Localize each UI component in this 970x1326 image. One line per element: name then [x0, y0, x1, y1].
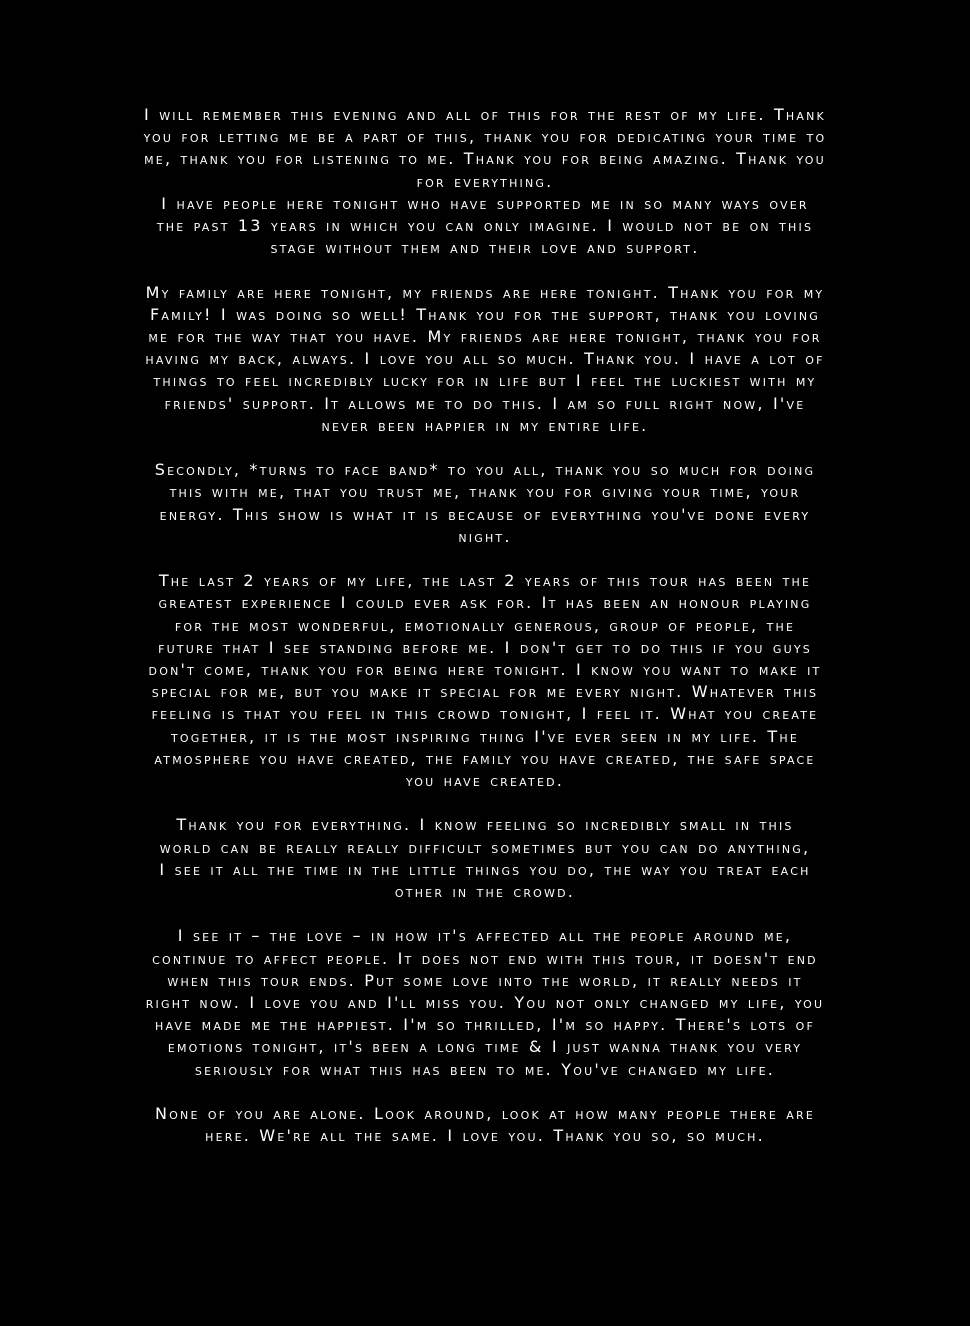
text-line: have made me the happiest. I'm so thrilled, I'm so happy. There's lots of [155, 1015, 815, 1035]
text-line: energy. This show is what it is because of everything you've done every [159, 504, 811, 524]
text-line: continue to affect people. It does not end with this tour, it doesn't end [152, 948, 818, 968]
text-line: I see it – the love – in how it's affected all the people around me, [177, 926, 793, 946]
paragraph-8 [40, 1103, 930, 1147]
paragraph-4 [40, 459, 930, 548]
text-line: for the most wonderful, emotionally generous, group of people, the [174, 615, 796, 635]
text-line: this with me, that you trust me, thank you for giving your time, your [169, 482, 801, 502]
paragraph-5 [40, 570, 930, 792]
text-line: Secondly, *turns to face band* to you all, thank you so much for doing [154, 460, 816, 480]
text-line: together, it is the most inspiring thing I've ever seen in my life. The [171, 726, 799, 746]
text-line: atmosphere you have created, the family you have created, the safe space [154, 748, 816, 768]
paragraph-3 [40, 282, 930, 437]
text-line: Thank you for everything. I know feeling so incredibly small in this [176, 815, 794, 835]
text-line: friends' support. It allows me to do this. I am so full right now, I've [164, 393, 806, 413]
text-line: The last 2 years of my life, the last 2 years of this tour has been the [158, 571, 812, 591]
text-line: right now. I love you and I'll miss you. You not only changed my life, you [145, 993, 825, 1013]
text-line: feeling is that you feel in this crowd tonight, I feel it. What you create [151, 704, 819, 724]
text-line: greatest experience I could ever ask for. It has been an honour playing [158, 593, 812, 613]
text-line: emotions tonight, it's been a long time & I just wanna thank you very [167, 1037, 803, 1057]
text-line: My family are here tonight, my friends are here tonight. Thank you for my [145, 282, 825, 302]
text-line: you for letting me be a part of this, thank you for dedicating your time to [143, 127, 827, 147]
text-line: never been happier in my entire life. [321, 415, 649, 435]
text-line: for everything. [416, 171, 554, 191]
text-line: things to feel incredibly lucky for in life but I feel the luckiest with my [153, 371, 817, 391]
text-line: having my back, always. I love you all so much. Thank you. I have a lot of [145, 349, 825, 369]
text-line: None of you are alone. Look around, look at how many people there are [155, 1104, 815, 1124]
text-line: me for the way that you have. My friends are here tonight, thank you for [148, 327, 822, 347]
text-line: don't come, thank you for being here tonight. I know you want to make it [148, 660, 822, 680]
text-line: me, thank you for listening to me. Thank you for being amazing. Thank you [144, 149, 826, 169]
text-line: Family! I was doing so well! Thank you for the support, thank you loving [149, 304, 821, 324]
text-line: when this tour ends. Put some love into the world, it really needs it [167, 970, 803, 990]
text-line: other in the crowd. [394, 882, 576, 902]
text-line: the past 13 years in which you can only imagine. I would not be on this [156, 216, 814, 236]
text-line: stage without them and their love and support. [270, 238, 700, 258]
paragraph-7 [40, 925, 930, 1080]
paragraph-2 [40, 193, 930, 260]
text-line: special for me, but you make it special for me every night. Whatever this [151, 682, 819, 702]
paragraph-1 [40, 104, 930, 193]
text-line: I will remember this evening and all of this for the rest of my life. Thank [144, 105, 826, 124]
text-line: night. [458, 526, 512, 546]
text-line: world can be really really difficult sometimes but you can do anything, [159, 837, 811, 857]
speech-text-block [40, 104, 930, 1170]
text-line: here. We're all the same. I love you. Thank you so, so much. [205, 1126, 765, 1146]
paragraph-6 [40, 814, 930, 903]
text-line: I see it all the time in the little things you do, the way you treat each [159, 859, 811, 879]
text-line: future that I see standing before me. I don't get to do this if you guys [158, 637, 812, 657]
text-line: seriously for what this has been to me. You've changed my life. [194, 1059, 776, 1079]
text-line: I have people here tonight who have supported me in so many ways over [161, 193, 809, 213]
text-line: you have created. [405, 771, 565, 791]
